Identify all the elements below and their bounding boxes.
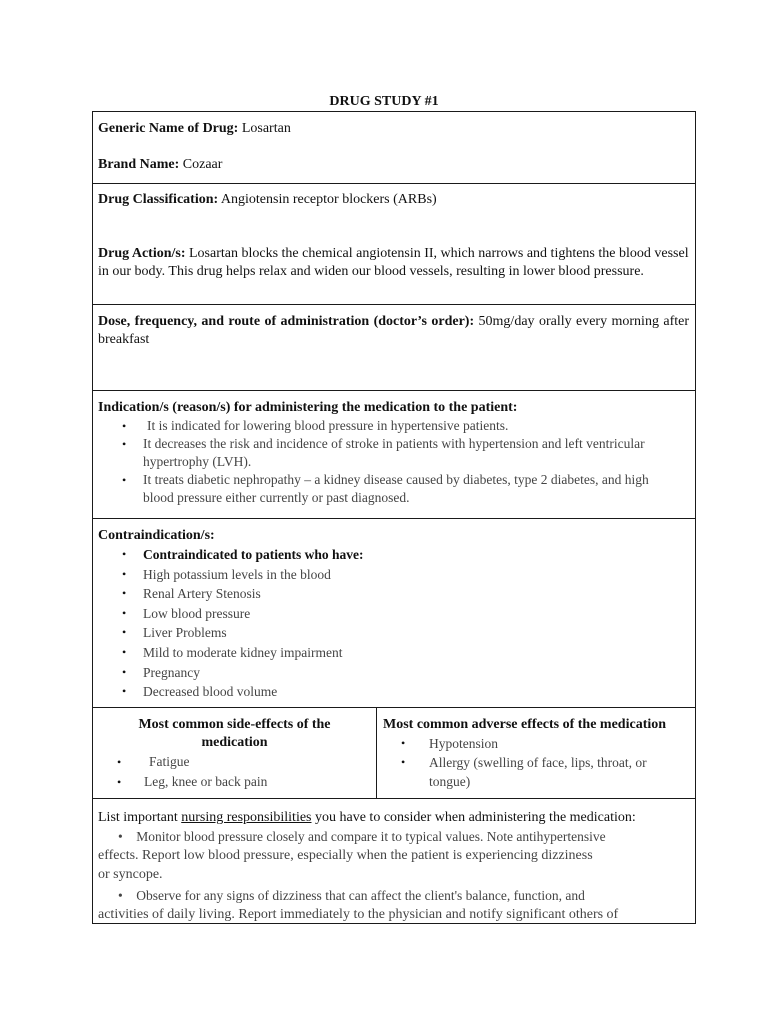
nursing-item-1-cont: effects. Report low blood pressure, especially when the patient is experiencing dizziness <box>98 848 593 863</box>
contraindication-lead: • Contraindicated to patients who have: <box>98 545 689 565</box>
side-effect-item: • Leg, knee or back pain <box>93 772 376 792</box>
contraindication-item: • Liver Problems <box>98 623 689 643</box>
generic-name <box>98 120 689 138</box>
indication-row <box>93 391 695 519</box>
brand-name <box>98 156 689 174</box>
nursing-item-1: • Monitor blood pressure closely and compare it to typical values. Note antihypertensive <box>118 829 606 844</box>
nursing-item-2-cont: activities of daily living. Report immediately to the physician and notify significant others of <box>98 907 619 922</box>
nursing-item-1-end: or syncope. <box>98 867 163 882</box>
side-effect-item: • Fatigue <box>93 752 376 772</box>
indication-item: • It decreases the risk and incidence of stroke in patients with hypertension and left ventricular hypertrophy (LVH). <box>98 435 659 471</box>
side-effects-list <box>93 752 376 792</box>
document-title: DRUG STUDY #1 <box>329 94 439 109</box>
adverse-effects-cell <box>377 708 695 791</box>
nursing-row <box>93 799 695 923</box>
generic-name-value: Losartan <box>238 121 291 136</box>
contraindication-list <box>98 545 689 702</box>
contraindication-item: • Low blood pressure <box>98 604 689 624</box>
nursing-intro: List important nursing responsibilities you have to consider when administering the medication: <box>98 810 636 825</box>
generic-name-label: Generic Name of Drug: <box>98 121 239 136</box>
dose-value: 50mg/day orally every morning after breakfast <box>98 314 689 347</box>
drug-classification <box>98 191 689 209</box>
classification-row <box>93 184 695 305</box>
nursing-responsibilities-link: nursing responsibilities <box>181 810 312 825</box>
indication-item: • It is indicated for lowering blood pressure in hypertensive patients. <box>98 417 659 435</box>
indication-label: Indication/s (reason/s) for administering the medication to the patient: <box>98 400 518 415</box>
indication-item: • It treats diabetic nephropathy – a kidney disease caused by diabetes, type 2 diabetes, and high blood pressure either currently or past diagnosed. <box>98 471 659 507</box>
adverse-effect-item: • Hypotension <box>377 734 677 753</box>
adverse-effects-list <box>377 734 695 791</box>
brand-name-value: Cozaar <box>179 157 223 172</box>
action-value: Losartan blocks the chemical angiotensin II, which narrows and tightens the blood vessel in our body. This drug helps relax and widen our blood vessels, resulting in lower blood pressure. <box>98 246 689 279</box>
dose-row <box>93 305 695 391</box>
contraindication-item: • Mild to moderate kidney impairment <box>98 643 689 663</box>
effects-row <box>93 708 695 799</box>
adverse-effect-item: • Allergy (swelling of face, lips, throat, or tongue) <box>377 753 677 791</box>
contraindication-item: • Decreased blood volume <box>98 682 689 702</box>
side-effects-cell <box>93 708 376 792</box>
indication-list <box>98 417 689 507</box>
drug-action <box>98 245 689 281</box>
drug-study-table <box>92 111 696 924</box>
contraindication-label: Contraindication/s: <box>98 528 215 543</box>
classification-value: Angiotensin receptor blockers (ARBs) <box>218 192 437 207</box>
nursing-item-2: • Observe for any signs of dizziness that can affect the client's balance, function, and <box>118 888 585 903</box>
dose-label: Dose, frequency, and route of administration (doctor’s order): <box>98 314 475 329</box>
contraindication-item: • Renal Artery Stenosis <box>98 584 689 604</box>
classification-label: Drug Classification: <box>98 192 219 207</box>
contraindication-item: • Pregnancy <box>98 663 689 683</box>
contraindication-row <box>93 519 695 708</box>
side-effects-label: Most common side-effects of the medication <box>138 717 331 750</box>
action-label: Drug Action/s: <box>98 246 186 261</box>
adverse-effects-label: Most common adverse effects of the medication <box>383 717 667 732</box>
contraindication-item: • High potassium levels in the blood <box>98 565 689 585</box>
brand-name-label: Brand Name: <box>98 157 180 172</box>
name-row <box>93 112 695 184</box>
